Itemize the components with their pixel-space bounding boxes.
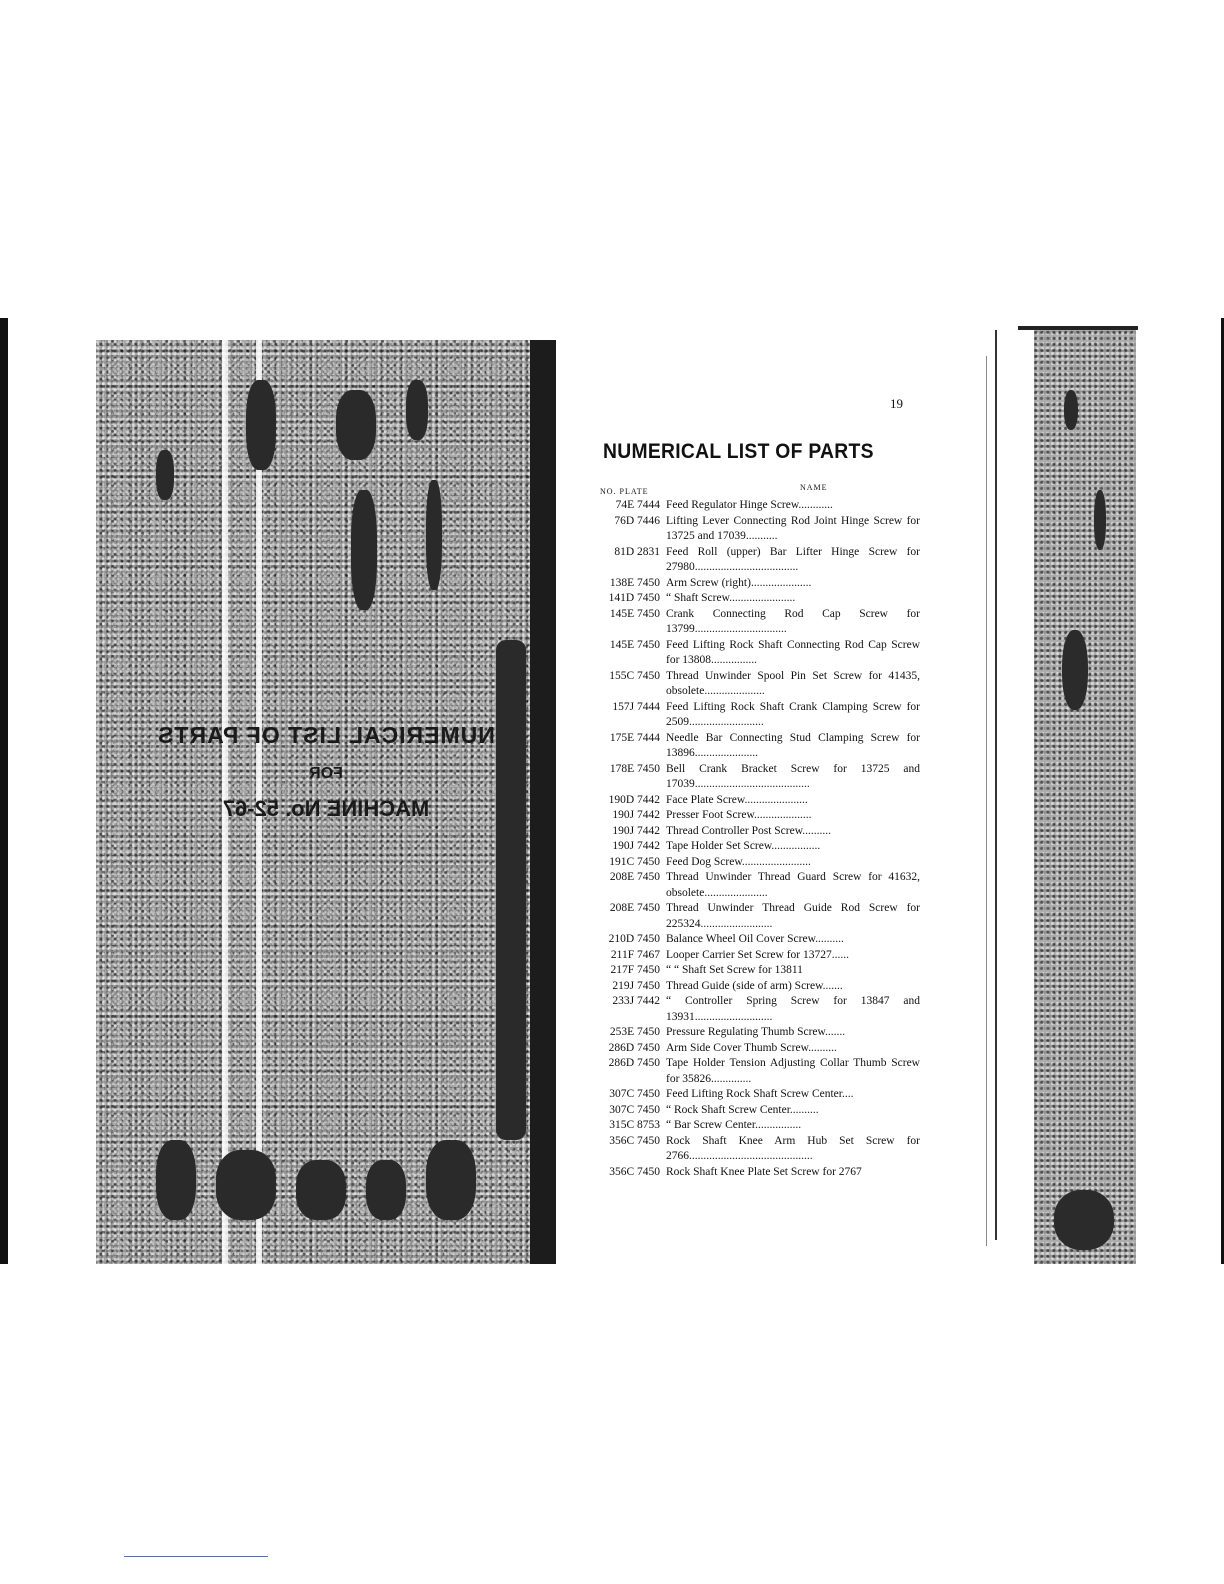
part-row	[590, 948, 920, 964]
part-row	[590, 607, 920, 638]
part-number: 157J 7444	[612, 700, 660, 713]
part-row	[590, 1165, 920, 1181]
part-row	[590, 1041, 920, 1057]
cover-stain	[336, 390, 376, 460]
cover-for-mirrored: FOR	[309, 765, 343, 782]
parts-list	[590, 498, 920, 1180]
part-number: 138E 7450	[609, 576, 660, 589]
part-name: Thread Controller Post Screw..........	[666, 824, 832, 837]
part-row	[590, 700, 920, 731]
strip-stain	[1064, 390, 1078, 430]
part-name: Feed Regulator Hinge Screw............	[666, 499, 833, 511]
cover-stain	[156, 1140, 196, 1220]
part-number: 145E 7450	[609, 607, 660, 620]
part-row	[590, 1087, 920, 1103]
part-number: 190J 7442	[612, 809, 660, 821]
scan-left-edge	[0, 318, 8, 1264]
cover-stain	[426, 480, 442, 590]
back-cover-panel	[96, 340, 556, 1264]
part-name: Feed Lifting Rock Shaft Connecting Rod Cap Screw for 13808................	[666, 638, 920, 666]
strip-stain	[1054, 1190, 1114, 1250]
part-number: 307C 7450	[609, 1103, 660, 1116]
part-name: Bell Crank Bracket Screw for 13725 and 17039........................................	[666, 762, 920, 790]
part-name: “ Bar Screw Center................	[666, 1119, 802, 1131]
part-name: Presser Foot Screw....................	[666, 809, 812, 821]
right-cover-strip	[1034, 330, 1136, 1264]
part-number: 211F 7467	[610, 948, 660, 961]
part-number: 178E 7450	[609, 762, 660, 775]
part-name: Feed Lifting Rock Shaft Crank Clamping Screw for 2509..........................	[666, 700, 920, 728]
column-header-name: NAME	[800, 483, 828, 492]
part-number: 356C 7450	[609, 1134, 660, 1147]
part-row	[590, 576, 920, 592]
part-number: 208E 7450	[609, 871, 660, 883]
bottom-rule	[124, 1556, 268, 1557]
part-row	[590, 1118, 920, 1134]
part-number: 208E 7450	[609, 902, 660, 914]
part-name: Arm Screw (right).....................	[666, 576, 812, 589]
cover-stain	[296, 1160, 346, 1220]
part-number: 286D 7450	[608, 1057, 660, 1069]
part-row	[590, 638, 920, 669]
part-number: 76D 7446	[614, 514, 660, 527]
part-row	[590, 870, 920, 901]
page-number: 19	[890, 396, 903, 411]
part-row	[590, 731, 920, 762]
part-number: 307C 7450	[609, 1088, 660, 1100]
cover-stain	[246, 380, 276, 470]
part-row	[590, 793, 920, 809]
part-number: 81D 2831	[614, 545, 660, 558]
part-number: 286D 7450	[608, 1041, 660, 1054]
part-number: 190J 7442	[612, 840, 660, 852]
part-number: 145E 7450	[609, 638, 660, 651]
part-number: 210D 7450	[608, 933, 660, 945]
part-name: Thread Guide (side of arm) Screw.......	[666, 979, 843, 992]
part-number: 219J 7450	[612, 979, 660, 992]
part-row	[590, 839, 920, 855]
part-row	[590, 514, 920, 545]
part-row	[590, 855, 920, 871]
part-name: “ “ Shaft Set Screw for 13811	[666, 964, 803, 976]
part-row	[590, 1025, 920, 1041]
part-row	[590, 498, 920, 514]
part-row	[590, 669, 920, 700]
part-row	[590, 824, 920, 840]
part-number: 74E 7444	[615, 499, 660, 511]
part-name: Tape Holder Set Screw.................	[666, 840, 821, 852]
part-name: Pressure Regulating Thumb Screw.......	[666, 1026, 846, 1038]
part-name: Thread Unwinder Thread Guard Screw for 41632, obsolete......................	[666, 871, 920, 899]
part-name: Face Plate Screw......................	[666, 793, 808, 806]
cover-spine	[530, 340, 556, 1264]
part-number: 356C 7450	[609, 1165, 660, 1178]
page-gutter-line	[986, 356, 987, 1246]
part-row	[590, 979, 920, 995]
part-name: “ Shaft Screw.......................	[666, 592, 796, 604]
part-row	[590, 808, 920, 824]
part-number: 217F 7450	[610, 964, 660, 976]
part-name: Tape Holder Tension Adjusting Collar Thumb Screw for 35826..............	[666, 1057, 920, 1085]
cover-stain	[216, 1150, 276, 1220]
part-row	[590, 963, 920, 979]
part-name: Feed Lifting Rock Shaft Screw Center....	[666, 1088, 854, 1100]
part-name: Thread Unwinder Spool Pin Set Screw for 41435, obsolete.....................	[666, 669, 920, 697]
part-name: Rock Shaft Knee Arm Hub Set Screw for 2766...........................................	[666, 1134, 920, 1162]
part-number: 175E 7444	[609, 731, 660, 744]
part-name: Balance Wheel Oil Cover Screw..........	[666, 933, 844, 945]
part-row	[590, 545, 920, 576]
cover-title-mirrored: NUMERICAL LIST OF PARTS	[157, 722, 495, 748]
part-name: Rock Shaft Knee Plate Set Screw for 2767	[666, 1165, 862, 1178]
cover-stain	[496, 640, 526, 1140]
part-number: 253E 7450	[609, 1026, 660, 1038]
part-name: Feed Dog Screw........................	[666, 855, 811, 868]
part-name: “ Rock Shaft Screw Center..........	[666, 1103, 819, 1116]
part-row	[590, 1056, 920, 1087]
page-gutter-line	[995, 330, 997, 1240]
part-row	[590, 901, 920, 932]
part-row	[590, 1134, 920, 1165]
part-name: Crank Connecting Rod Cap Screw for 13799................................	[666, 607, 920, 635]
part-number: 190J 7442	[612, 824, 660, 837]
part-name: Arm Side Cover Thumb Screw..........	[666, 1041, 837, 1054]
part-name: Feed Roll (upper) Bar Lifter Hinge Screw for 27980....................................	[666, 545, 920, 573]
part-name: Looper Carrier Set Screw for 13727......	[666, 948, 849, 961]
part-number: 191C 7450	[609, 855, 660, 868]
part-name: Lifting Lever Connecting Rod Joint Hinge Screw for 13725 and 17039...........	[666, 514, 920, 542]
part-number: 233J 7442	[612, 995, 660, 1007]
cover-stain	[406, 380, 428, 440]
cover-machine-mirrored: MACHINE No. 52-67	[222, 796, 430, 821]
column-header-no: NO. PLATE	[600, 487, 649, 496]
part-number: 155C 7450	[609, 669, 660, 682]
part-row	[590, 762, 920, 793]
part-number: 315C 8753	[609, 1119, 660, 1131]
part-row	[590, 932, 920, 948]
part-number: 141D 7450	[608, 592, 660, 604]
part-name: Needle Bar Connecting Stud Clamping Screw for 13896......................	[666, 731, 920, 759]
strip-stain	[1062, 630, 1088, 710]
cover-stain	[156, 450, 174, 500]
strip-stain	[1094, 490, 1106, 550]
page-title: NUMERICAL LIST OF PARTS	[603, 440, 874, 463]
part-row	[590, 591, 920, 607]
cover-stain	[351, 490, 377, 610]
cover-stain	[426, 1140, 476, 1220]
part-row	[590, 1103, 920, 1119]
part-name: “ Controller Spring Screw for 13847 and 13931...........................	[666, 995, 920, 1023]
part-row	[590, 994, 920, 1025]
part-name: Thread Unwinder Thread Guide Rod Screw for 225324.........................	[666, 902, 920, 930]
cover-stain	[366, 1160, 406, 1220]
part-number: 190D 7442	[608, 793, 660, 806]
